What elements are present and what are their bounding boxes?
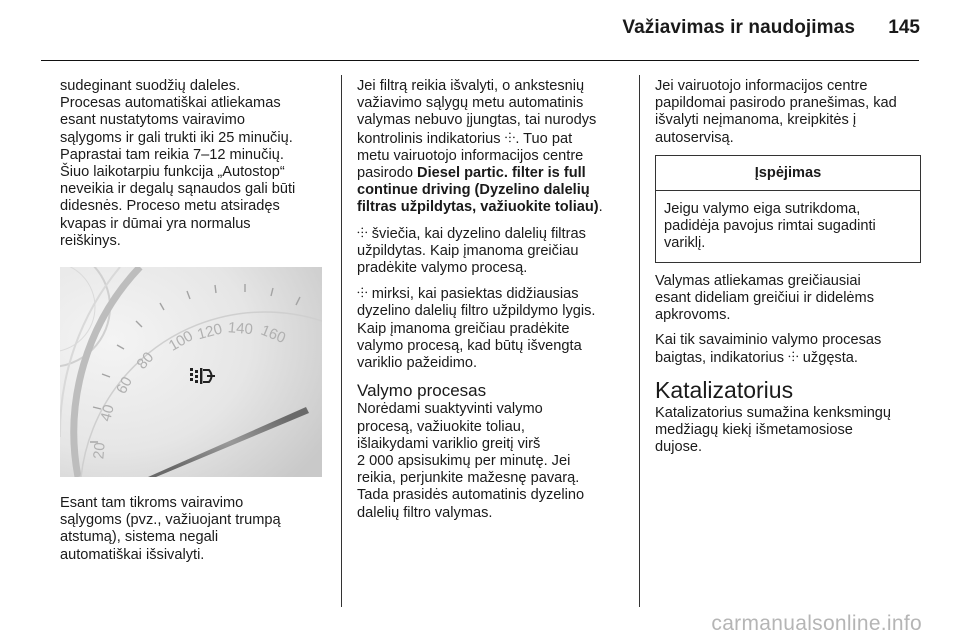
text-line: reiškinys.: [60, 232, 121, 249]
text-line: didesnės. Proceso metu atsiradęs: [60, 198, 280, 215]
page-number: 145: [888, 17, 920, 38]
text-fragment: užgęsta.: [798, 350, 858, 367]
warning-title: Įspėjimas: [656, 156, 920, 191]
text-line: Kai tik savaiminio valymo procesas: [655, 332, 882, 349]
speed-tick-label: 100: [165, 327, 197, 355]
particle-filter-indicator-icon: ⸭: [357, 224, 368, 240]
text-fragment: .: [598, 199, 603, 216]
warning-body: [656, 191, 920, 262]
text-line: [357, 285, 627, 303]
subheading: Valymo procesas: [357, 381, 487, 401]
text-line: Katalizatorius sumažina kenksmingų: [655, 404, 892, 421]
text-line: autoservisą.: [655, 129, 734, 146]
text-line: Esant tam tikroms vairavimo: [60, 495, 244, 512]
text-line: [357, 225, 627, 243]
text-line: neveikia ir degalų sąnaudos gali būti: [60, 181, 296, 198]
speed-tick-label: 40: [97, 402, 118, 424]
text-line: metu vairuotojo informacijos centre: [357, 147, 584, 164]
text-line: Paprastai tam reikia 7–12 minučių.: [60, 146, 284, 163]
text-line: [357, 199, 627, 216]
text-line: Norėdami suaktyvinti valymo: [357, 401, 543, 418]
text-line: 2 000 apsisukimų per minutę. Jei: [357, 453, 571, 470]
column-3: [655, 78, 923, 456]
text-line: Jei vairuotojo informacijos centre: [655, 78, 868, 94]
text-fragment: pasirodo: [357, 165, 418, 182]
paragraph: [655, 405, 923, 457]
text-line: [357, 165, 627, 182]
text-line: valymas nebuvo įjungtas, tai nurodys: [357, 112, 597, 129]
particle-filter-indicator-icon: ⸭: [504, 129, 516, 145]
header-divider: [41, 60, 919, 61]
paragraph: [655, 332, 923, 367]
paragraph: [357, 225, 627, 278]
text-fragment: kontrolinis indikatorius: [357, 130, 505, 147]
text-line: variklio pažeidimo.: [357, 355, 478, 372]
text-line: variklį.: [664, 235, 706, 252]
text-line: Jeigu valymo eiga sutrikdoma,: [664, 201, 861, 218]
text-line: Kaip įmanoma greičiau pradėkite: [357, 320, 570, 337]
column-2: [357, 78, 627, 522]
warning-box: [655, 155, 921, 263]
instrument-cluster-figure: [60, 267, 322, 477]
speed-tick-label: 140: [227, 319, 254, 339]
text-line: Šiuo laikotarpiu funkcija „Autostop“: [60, 164, 285, 181]
text-line: išvalyti neįmanoma, kreipkitės į: [655, 112, 857, 129]
speedometer-illustration: [60, 267, 322, 477]
column-divider: [341, 75, 342, 607]
paragraph: [60, 495, 322, 564]
speed-tick-label: 20: [90, 441, 109, 460]
text-fragment: baigtas, indikatorius: [655, 350, 789, 367]
text-line: dujose.: [655, 439, 703, 456]
message-text: filtras užpildytas, važiuokite toliau): [357, 199, 599, 216]
text-line: užpildytas. Kaip įmanoma greičiau: [357, 242, 579, 259]
text-line: sudeginant suodžių daleles.: [60, 78, 241, 94]
section-heading: Katalizatorius: [655, 376, 794, 403]
page-title: Važiavimas ir naudojimas: [622, 17, 855, 38]
text-line: padidėja pavojus rimtai sugadinti: [664, 218, 876, 235]
text-line: Valymas atliekamas greičiausiai: [655, 272, 861, 289]
paragraph: [357, 285, 627, 372]
speed-tick-label: 80: [133, 348, 158, 373]
text-line: medžiagų kiekį išmetamosiose: [655, 422, 853, 439]
column-1: [60, 78, 322, 564]
text-line: valymo procesą, kad būtų išvengta: [357, 337, 582, 354]
text-line: važiavimo sąlygų metu automatinis: [357, 95, 584, 112]
text-fragment: šviečia, kai dyzelino dalelių filtras: [367, 225, 586, 242]
text-fragment: mirksi, kai pasiektas didžiausias: [367, 286, 579, 303]
text-fragment: . Tuo pat: [515, 130, 573, 147]
text-line: Jei filtrą reikia išvalyti, o ankstesnių: [357, 78, 585, 94]
text-line: išlaikydami variklio greitį virš: [357, 435, 541, 452]
particle-filter-indicator-icon: ⸭: [357, 285, 368, 301]
message-text: Diesel partic. filter is full: [417, 165, 586, 182]
paragraph: [655, 273, 923, 325]
text-line: pradėkite valymo procesą.: [357, 260, 528, 277]
text-line: atstumą), sistema negali: [60, 529, 219, 546]
text-line: apkrovoms.: [655, 307, 731, 324]
text-line: papildomai pasirodo pranešimas, kad: [655, 95, 897, 112]
text-line: [357, 130, 627, 148]
paragraph: [357, 401, 627, 521]
text-line: kvapas ir dūmai yra normalus: [60, 215, 251, 232]
speed-tick-label: 120: [195, 320, 225, 344]
text-line: [655, 349, 923, 367]
watermark: carmanualsonline.info: [711, 612, 922, 635]
text-line: Tada prasidės automatinis dyzelino: [357, 487, 585, 504]
text-line: procesą, važiuokite toliau,: [357, 418, 525, 435]
paragraph: [60, 78, 322, 250]
paragraph: [655, 78, 923, 147]
text-line: sąlygoms ir gali trukti iki 25 minučių.: [60, 129, 293, 146]
paragraph: [357, 78, 627, 217]
text-line: Procesas automatiškai atliekamas: [60, 95, 281, 112]
message-text: continue driving (Dyzelino dalelių: [357, 182, 590, 199]
column-divider: [639, 75, 640, 607]
text-line: automatiškai išsivalyti.: [60, 546, 205, 563]
speed-tick-label: 160: [258, 321, 288, 348]
text-line: dyzelino dalelių filtro užpildymo lygis.: [357, 303, 596, 320]
text-line: sąlygoms (pvz., važiuojant trumpą: [60, 512, 281, 529]
particle-filter-indicator-icon: ⸭: [788, 349, 799, 365]
speed-tick-label: 60: [113, 374, 136, 397]
text-line: reikia, perjunkite mažesnę pavarą.: [357, 470, 580, 487]
text-line: esant nustatytoms vairavimo: [60, 112, 245, 129]
text-line: esant dideliam greičiui ir didelėms: [655, 289, 875, 306]
text-line: dalelių filtro valymas.: [357, 504, 493, 521]
